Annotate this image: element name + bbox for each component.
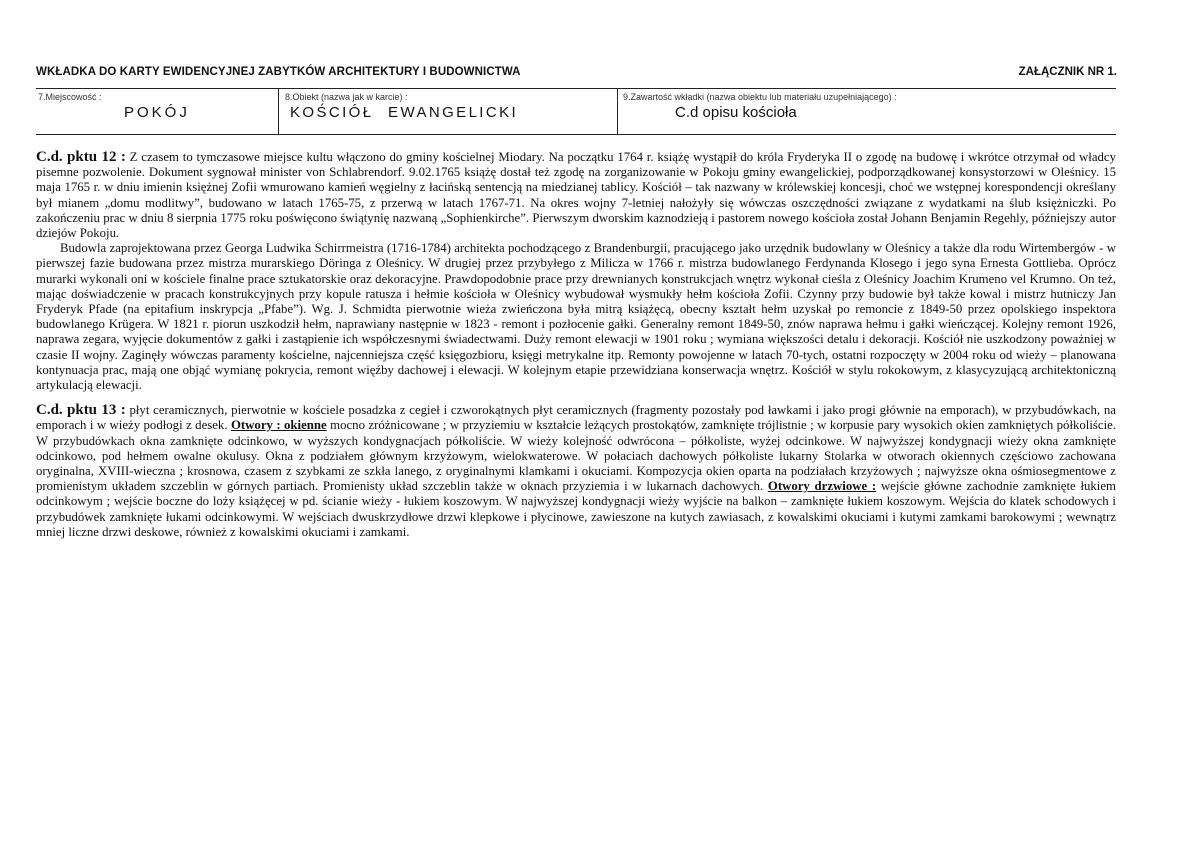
place-label: 7.Miejscowość : <box>38 92 102 102</box>
field-divider-2 <box>617 88 618 134</box>
windows-heading: Otwory : okienne <box>230 418 327 433</box>
section-12-text-1: Z czasem to tymczasowe miejsce kultu włączono do gminy kościelnej Miodary. Na początku 1764 r. książę wystąpił do króla Fryderyka II o zgodę na budowę i wkrótce otrzymał od władcy pisemne pozwolenie. Dokument sygnował minister von Schlabrendorf. 9.02.1765 książę dostał też zgodę na zorganizowanie w Pokoju gminy ewangelickiej, podporządkowanej konsystorzowi w Oleśnicy. 15 maja 1765 r. w dniu imienin księżnej Zofii wmurowano kamień węgielny z łacińską sentencją na miedzianej tablicy. Kościół – tak nazwany w królewskiej koncesji, choć we wstępnej korespondencji określany był mianem „domu modlitwy”, budowano w latach 1765-75, z przerwą w latach 1767-71. Na okres wojny 7-letniej nałożyły się wówczas oszczędności związane z wydatkami na ślub księżniczki. Po zakończeniu prac w dniu 8 sierpnia 1775 roku poświęcono świątynię nazwaną „Sophienkirche”. Pierwszym dworskim kaznodzieją i pastorem nowego kościoła został Johann Benjamin Regehly, późniejszy autor dziejów Pokoju. <box>36 150 1116 241</box>
section-12-paragraph-1 <box>36 150 1116 241</box>
annex-number: ZAŁĄCZNIK NR 1. <box>1018 66 1117 78</box>
section-13-lead: C.d. pktu 13 : <box>36 402 126 419</box>
header-rule-top <box>36 88 1116 89</box>
section-13-text-b: mocno zróżnicowane ; w przyziemiu w kształcie leżących prostokątów, zamknięte trójlistnie ; w korpusie pary wysokich okien zamkniętych półkoliście. W przybudówkach okna zamknięte odcinkowo, w wyższych kondygnacjach półkoliście. W wieży kolejność odwrócona – półkoliste, wyżej odcinkowe. W najwyższej kondygnacji wieży okna zamknięte odcinkowo, pod hełmem owalne okulusy. Okna z podziałem głównym krzyżowym, wielokwaterowe. W połaciach dachowych półkoliste lukarny Stolarka w otworach okiennych częściowo zachowana oryginalna, XVIII-wieczna ; krosnowa, czasem z szybkami ze szkła lanego, z oryginalnymi klamkami i okuciami. Kompozycja okien oparta na podziałach krzyżowych ; najwyższe okna ośmiosegmentowe z promienistym układem szczeblin w górnych partiach. Promienisty układ szczeblin także w oknach przyziemia i w lukarnach dachowych. <box>36 418 1117 494</box>
section-12-paragraph-2: Budowla zaprojektowana przez Georga Ludwika Schirrmeistra (1716-1784) architekta pochodzącego z Brandenburgii, pracującego jako urzędnik budowlany w Oleśnicy a także dla rodu Wirtembergów - w pierwszej fazie budowana przez mistrza murarskiego Döringa z Oleśnicy. W drugiej przez przybyłego z Milicza w 1766 r. mistrza budowlanego Ferdynanda Klosego i jego syna Ernesta Gottlieba. Oprócz murarki wykonali oni w kościele finalne prace sztukatorskie oraz dekoracyjne. Prawdopodobnie prace przy drewnianych konstrukcjach wnętrz wykonał cieśla z Oleśnicy Joachim Krumeno vel Krumno. On też, mając doświadczenie w pracach konstrukcyjnych przy kopule ratusza i hełmie kościoła w Oleśnicy wybudował wysmukły hełm kościoła Zofii. Czynny przy budowie był także kowal i mistrz hutniczy Jan Fryderyk Pfade (na epitafium inskrypcja „Pfabe”). Wg. J. Schmidta pierwotnie wieża zwieńczona była mitrą książęcą, obecny kształt hełm uzyskał po remoncie z 1849-50 przez opolskiego inspektora budowlanego Krügera. W 1821 r. piorun uszkodził hełm, naprawiany następnie w 1823 - remont i pozłocenie gałki. Generalny remont 1849-50, znów naprawa hełmu i gałki wieńczącej. Kolejny remont 1926, naprawa zegara, wyjęcie dokumentów z gałki i zastąpienie ich współczesnymi świadectwami. Duży remont elewacji w 1901 roku ; wymiana większości detalu i dekoracji. Kościół nie uszkodzony poważniej w czasie II wojny. Zaginęły wówczas paramenty kościelne, najcenniejsza część księgozbioru, księgi metrykalne itp. Remonty powojenne w latach 70-tych, ostatni rozpoczęty w 2004 roku od wieży – planowana kontynuacja prac, mają one objąć wymianę pokrycia, remont więźby dachowej i elewacji. W kolejnym etapie przewidziana konserwacja wnętrz. Kościół w stylu rokokowym, z klasycyzującą architektoniczną artykulacją elewacji. <box>36 241 1116 393</box>
section-13-text-c: wejście główne zachodnie zamknięte łukiem odcinkowym ; wejście boczne do loży książęcej w pd. ścianie wieży - łukiem koszowym. W najwyższej kondygnacji wieży wyjście na balkon – zamknięte łukiem koszowym. Wejścia do klatek schodowych i przybudówek zamknięte łukami odcinkowymi. W wejściach dwuskrzydłowe drzwi klepkowe i płycinowe, zawieszone na kutych zawiasach, z kowalskimi okuciami i kutymi zamkami barokowymi ; wewnątrz mniej liczne drzwi deskowe, również z kowalskimi okuciami i zamkami. <box>36 479 1116 539</box>
description-body <box>36 150 1116 540</box>
field-divider-1 <box>278 88 279 134</box>
object-value: KOŚCIÓŁ EWANGELICKI <box>290 104 519 121</box>
document-title: WKŁADKA DO KARTY EWIDENCYJNEJ ZABYTKÓW ARCHITEKTURY I BUDOWNICTWA <box>36 66 521 78</box>
content-label: 9.Zawartość wkładki (nazwa obiektu lub materiału uzupełniającego) : <box>623 92 897 102</box>
doors-heading: Otwory drzwiowe : <box>767 479 877 494</box>
section-13-paragraph <box>36 403 1116 540</box>
object-label: 8.Obiekt (nazwa jak w karcie) : <box>285 92 408 102</box>
section-12-lead: C.d. pktu 12 : <box>36 149 126 165</box>
section-13-text-a: płyt ceramicznych, pierwotnie w kościele posadzka z cegieł i czworokątnych płyt ceramicznych (fragmenty pozostały pod ławkami i jako progi głównie na emporach), w przybudówkach, na emporach i w wieży podłogi z desek. <box>36 403 1116 433</box>
header-rule-bottom <box>36 134 1116 135</box>
content-value: C.d opisu kościoła <box>675 104 797 121</box>
place-value: POKÓJ <box>124 104 190 121</box>
